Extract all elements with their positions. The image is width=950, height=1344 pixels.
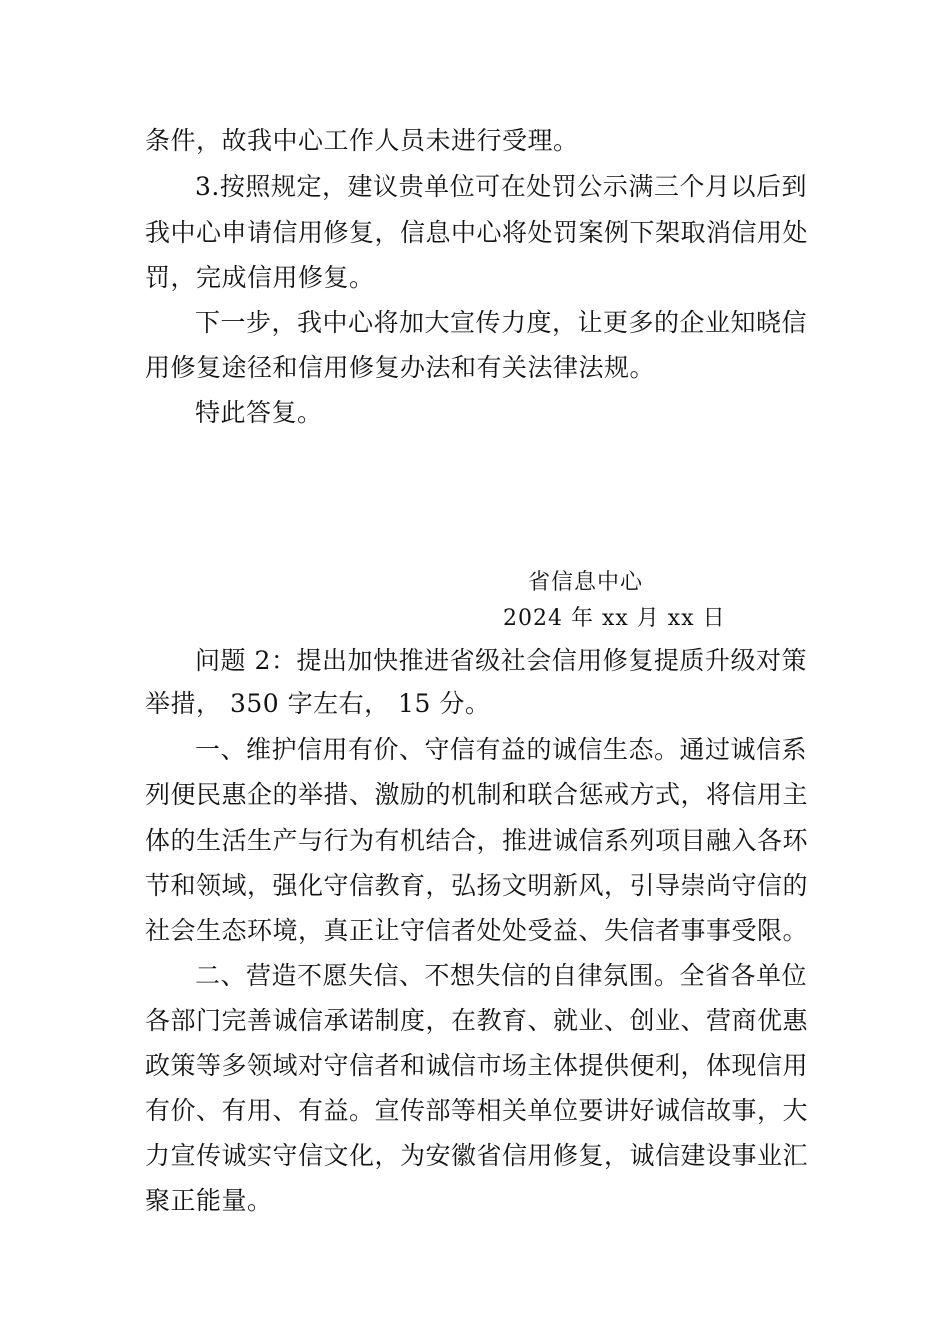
- question-line: 举措， 350 字左右， 15 分。: [145, 689, 491, 718]
- answer-line: 社会生态环境，真正让守信者处处受益、失信者事事受限。: [145, 916, 809, 945]
- answer-line: 聚正能量。: [145, 1186, 273, 1215]
- answer-line: 列便民惠企的举措、激励的机制和联合惩戒方式，将信用主: [145, 780, 809, 809]
- signature-date: 2024 年 xx 月 xx 日: [503, 606, 726, 631]
- answer-line: 节和领域，强化守信教育，弘扬文明新风，引导崇尚守信的: [145, 871, 809, 900]
- answer-line: 有价、有用、有益。宣传部等相关单位要讲好诚信故事，大: [145, 1096, 809, 1125]
- paragraph-line: 条件，故我中心工作人员未进行受理。: [145, 126, 579, 155]
- paragraph-line: 3.按照规定，建议贵单位可在处罚公示满三个月以后到: [195, 172, 807, 201]
- question-line: 问题 2：提出加快推进省级社会信用修复提质升级对策: [195, 646, 807, 675]
- closing-line: 特此答复。: [195, 398, 323, 427]
- paragraph-line: 我中心申请信用修复，信息中心将处罚案例下架取消信用处: [145, 218, 809, 247]
- answer-line: 政策等多领域对守信者和诚信市场主体提供便利，体现信用: [145, 1051, 809, 1080]
- paragraph-line: 用修复途径和信用修复办法和有关法律法规。: [145, 353, 656, 382]
- answer-line: 力宣传诚实守信文化，为安徽省信用修复，诚信建设事业汇: [145, 1141, 809, 1170]
- paragraph-line: 罚，完成信用修复。: [145, 263, 375, 292]
- answer-line: 二、营造不愿失信、不想失信的自律氛围。全省各单位: [195, 961, 808, 990]
- signature-org: 省信息中心: [528, 570, 644, 595]
- paragraph-line: 下一步，我中心将加大宣传力度，让更多的企业知晓信: [195, 308, 808, 337]
- answer-line: 体的生活生产与行为有机结合，推进诚信系列项目融入各环: [145, 826, 809, 855]
- answer-line: 一、维护信用有价、守信有益的诚信生态。通过诚信系: [195, 735, 808, 764]
- answer-line: 各部门完善诚信承诺制度，在教育、就业、创业、营商优惠: [145, 1006, 809, 1035]
